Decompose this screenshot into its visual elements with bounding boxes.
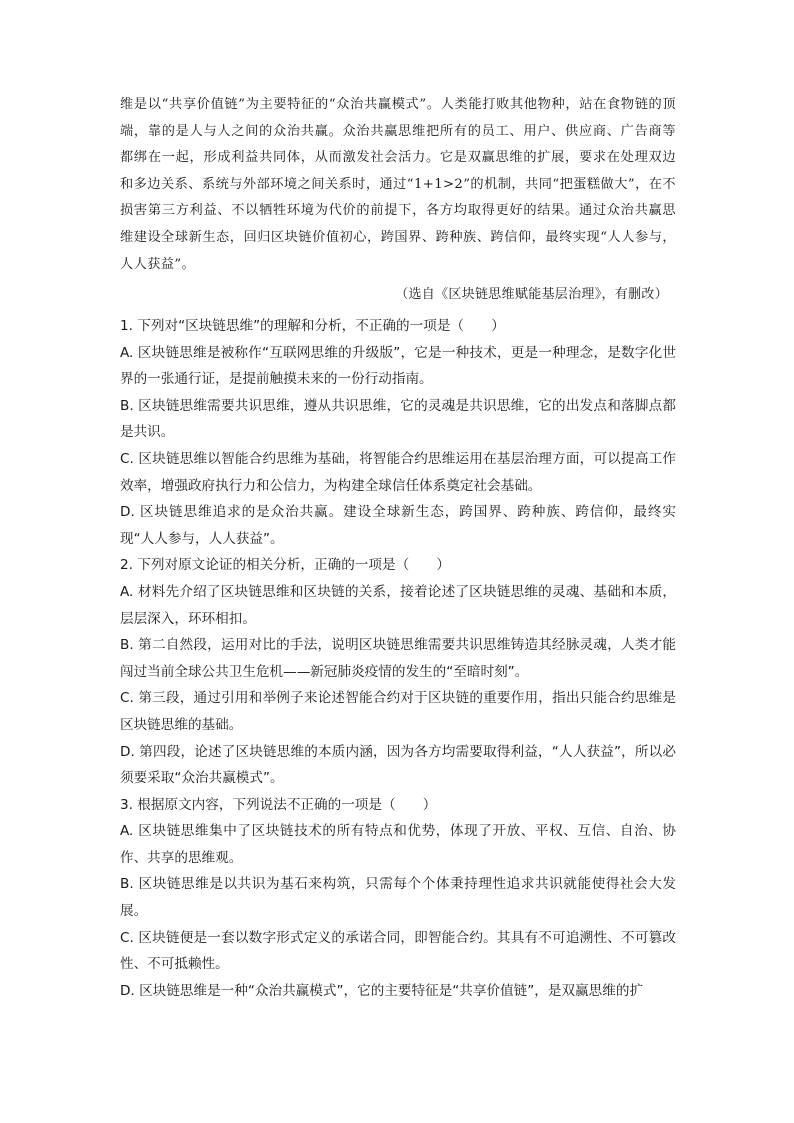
option-c: C. 区块链便是一套以数字形式定义的承诺合同，即智能合约。其具有不可追溯性、不可篡改性、不可抵赖性。 [120,929,676,973]
option-a: A. 区块链思维是被称作“互联网思维的升级版”，它是一种技术，更是一种理念，是数字化世界的一张通行证，是提前触摸未来的一份行动指南。 [120,344,676,388]
question-3 [120,792,676,1005]
question-2 [120,552,676,791]
option-b: B. 区块链思维需要共识思维，遵从共识思维，它的灵魂是共识思维，它的出发点和落脚点都是共识。 [120,397,676,441]
question-list [120,313,676,1004]
option-a: A. 区块链思维集中了区块链技术的所有特点和优势，体现了开放、平权、互信、自治、协作、共享的思维观。 [120,823,676,866]
option-a: A. 材料先介绍了区块链思维和区块链的关系，接着论述了区块链思维的灵魂、基础和本质，层层深入，环环相扣。 [120,583,676,627]
option-d: D. 第四段，论述了区块链思维的本质内涵，因为各方均需要取得利益，“人人获益”，所以必须要采取“众治共赢模式”。 [120,743,676,787]
passage-paragraph: 维是以“共享价值链”为主要特征的“众治共赢模式”。人类能打败其他物种，站在食物链的顶端，靠的是人与人之间的众治共赢。众治共赢思维把所有的员工、用户、供应商、广告商等都绑在一起，形成利益共同体，从而激发社会活力。它是双赢思维的扩展，要求在处理双边和多边关系、系统与外部环境之间关系时，通过“1+1>2”的机制，共同“把蛋糕做大”，在不损害第三方利益、不以牺牲环境为代价的前提下，各方均取得更好的结果。通过众治共赢思维建设全球新生态，回归区块链价值初心，跨国界、跨种族、跨信仰，最终实现“人人参与，人人获益”。 [120,97,676,272]
option-d: D. 区块链思维是一种“众治共赢模式”，它的主要特征是“共享价值链”，是双赢思维的扩 [120,982,644,999]
question-stem: 3. 根据原文内容，下列说法不正确的一项是（ ） [120,796,437,813]
option-b: B. 第二自然段，运用对比的手法，说明区块链思维需要共识思维铸造其经脉灵魂，人类才能闯过当前全球公共卫生危机——新冠肺炎疫情的发生的“至暗时刻”。 [120,637,676,680]
option-c: C. 区块链思维以智能合约思维为基础，将智能合约思维运用在基层治理方面，可以提高工作效率，增强政府执行力和公信力，为构建全球信任体系奠定社会基础。 [120,450,676,494]
option-b: B. 区块链思维是以共识为基石来构筑，只需每个个体秉持理性追求共识就能使得社会大发展。 [120,876,676,920]
question-stem: 2. 下列对原文论证的相关分析，正确的一项是（ ） [120,557,450,574]
passage-source-citation: （选自《区块链思维赋能基层治理》，有删改） [395,287,668,302]
question-1 [120,313,676,552]
option-c: C. 第三段，通过引用和举例子来论述智能合约对于区块链的重要作用，指出只能合约思维是区块链思维的基础。 [120,690,676,733]
passage-text-block [120,92,676,278]
option-d: D. 区块链思维追求的是众治共赢。建设全球新生态，跨国界、跨种族、跨信仰，最终实现“人人参与，人人获益”。 [120,504,676,547]
question-stem: 1. 下列对“区块链思维”的理解和分析，不正确的一项是（ ） [120,318,505,334]
